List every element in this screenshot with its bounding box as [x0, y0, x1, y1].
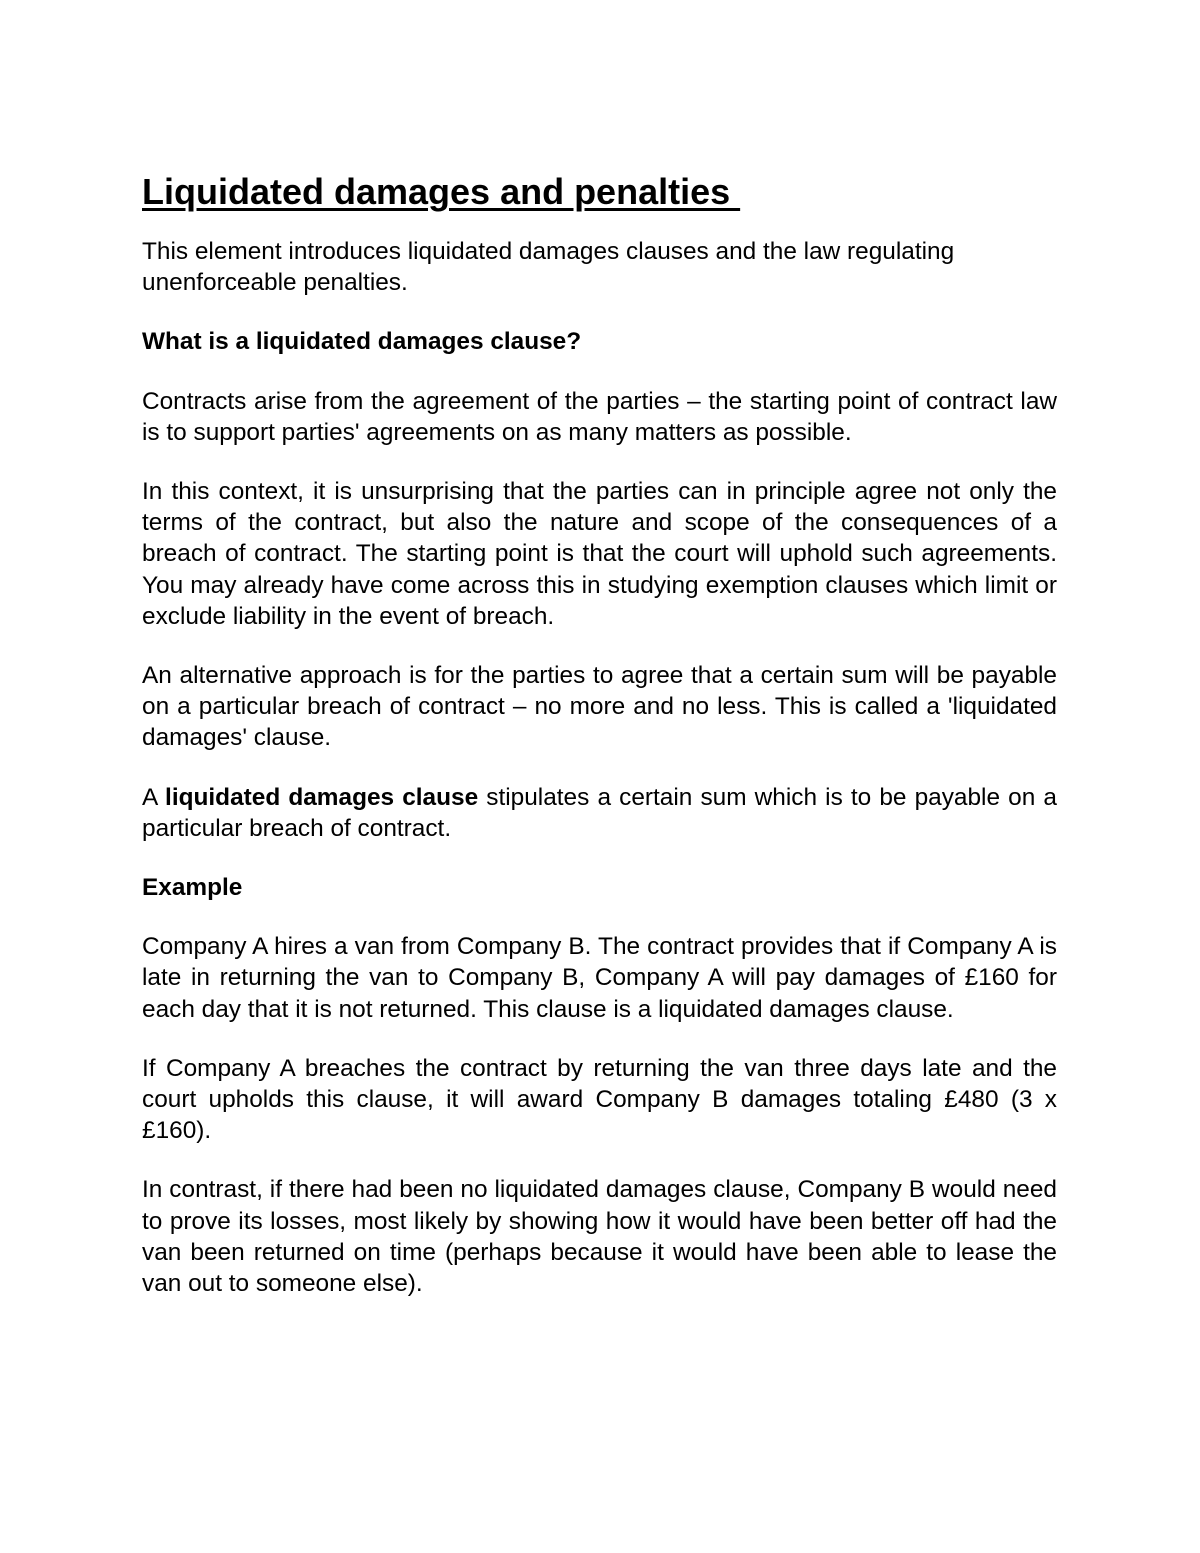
paragraph-example-2: If Company A breaches the contract by returning the van three days late and the court upholds this clause, it will award Company B damages totaling £480 (3 x £160).: [142, 1054, 1057, 1145]
section-heading-example: Example: [142, 874, 243, 902]
intro-paragraph: This element introduces liquidated damages clauses and the law regulating unenforceable penalties.: [142, 238, 955, 297]
paragraph-alternative: An alternative approach is for the parties to agree that a certain sum will be payable on a particular breach of contract – no more and no less. This is called a 'liquidated damages' clause.: [142, 662, 1057, 752]
definition-paragraph: [142, 782, 1057, 844]
definition-rest: stipulates a certain sum which is to be payable on a particular breach of contract.: [142, 783, 1057, 842]
document-page: [142, 170, 1057, 1327]
paragraph-context: In this context, it is unsurprising that the parties can in principle agree not only the terms of the contract, but also the nature and scope of the consequences of a breach of contract. The starting point is that the court will uphold such agreements. You may already have come across this in studying exemption clauses which limit or exclude liability in the event of breach.: [142, 478, 1057, 630]
section-heading-what-is: What is a liquidated damages clause?: [142, 328, 582, 356]
paragraph-contrast: In contrast, if there had been no liquidated damages clause, Company B would need to prove its losses, most likely by showing how it would have been better off had the van been returned on time (perhaps because it would have been able to lease the van out to someone else).: [142, 1176, 1057, 1298]
paragraph-example-1: Company A hires a van from Company B. The contract provides that if Company A is late in returning the van to Company B, Company A will pay damages of £160 for each day that it is not returned. This clause is a liquidated damages clause.: [142, 933, 1057, 1023]
definition-prefix: A: [142, 783, 166, 811]
paragraph-contracts: Contracts arise from the agreement of the parties – the starting point of contract law is to support parties' agreements on as many matters as possible.: [142, 387, 1057, 446]
definition-term: liquidated damages clause: [165, 783, 479, 811]
document-title: Liquidated damages and penalties: [142, 171, 741, 212]
